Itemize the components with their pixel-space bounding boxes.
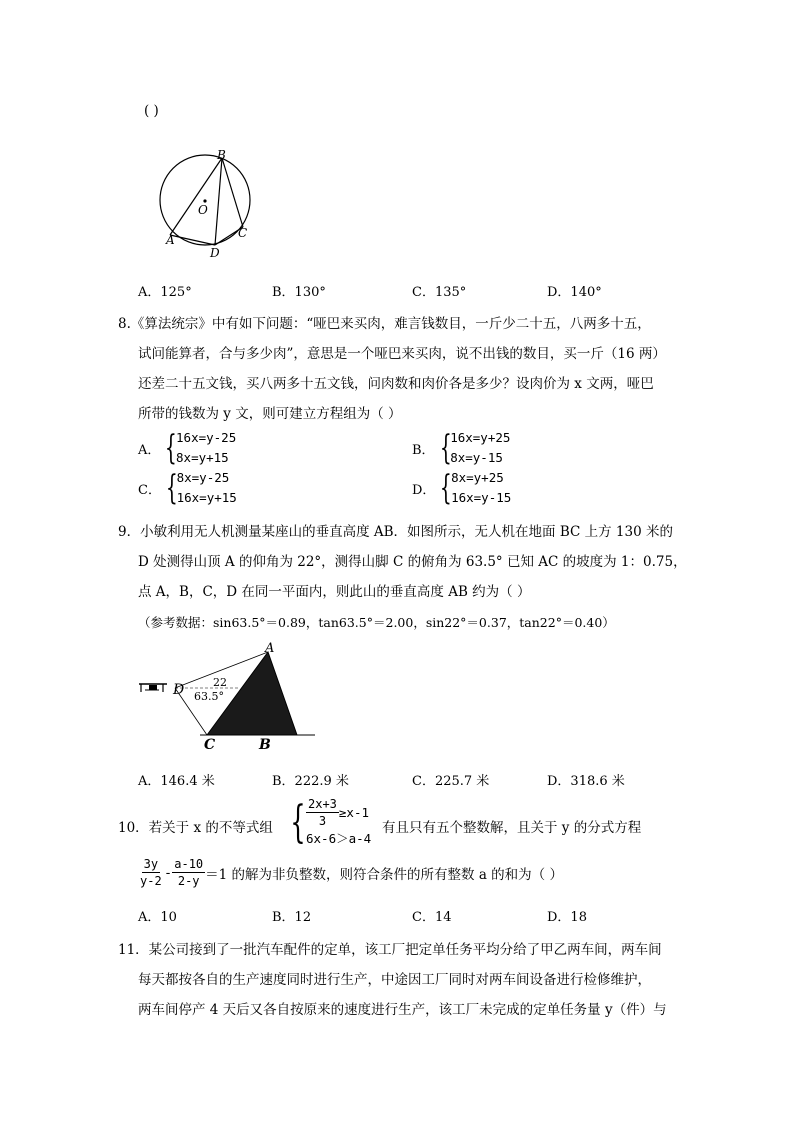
q9-reference-data: （参考数据：sin63.5°＝0.89，tan63.5°＝2.00，sin22°＝0.37，tan22°＝0.40） [138, 615, 615, 630]
q9-mountain-figure [135, 640, 325, 740]
q7-option-a: A．125° [138, 285, 192, 300]
q9-label-d: D [173, 682, 185, 698]
q10-frac2-num: a-10 [174, 857, 204, 871]
q11-line-2: 每天都按各自的生产速度同时进行生产，中途因工厂同时对两车间设备进行检修维护， [138, 972, 651, 988]
q8-option-c-letter: C． [138, 482, 161, 498]
q10-ineq1-num: 2x+3 [308, 797, 337, 811]
q9-label-angle-22: 22 [213, 676, 227, 689]
q10-option-d: D．18 [547, 910, 587, 925]
q9-option-d: D．318.6 米 [547, 774, 625, 789]
q7-option-b: B．130° [272, 285, 326, 300]
q9-line-3: 点 A，B，C，D 在同一平面内，则此山的垂直高度 AB 约为（ ） [138, 584, 531, 600]
q9-option-a: A．146.4 米 [138, 774, 215, 789]
q7-label-a: A [166, 233, 175, 247]
q8-option-c-eq2: 16x=y+15 [176, 490, 237, 505]
q8-option-b-brace: { [439, 428, 452, 468]
q8-option-b [412, 428, 510, 468]
q8-line-3: 还差二十五文钱，买八两多十五文钱，问肉数和肉价各是多少？设肉价为 x 文两，哑巴 [138, 376, 654, 392]
q7-label-b: B [217, 148, 226, 162]
q7-label-o: O [198, 203, 208, 217]
q9-label-c: C [204, 737, 216, 753]
q8-option-a-letter: A． [138, 442, 161, 458]
q10-fraction-equation: $\frac{3y}{y-2}$ - $\frac{a-10}{2-y}$ ＝1 的解为非负整数，则符合条件的所有整数 a 的和为（ ） [140, 857, 563, 888]
q10-frac1-num: 3y [143, 857, 159, 871]
q8-option-b-letter: B． [412, 442, 435, 458]
q10-option-a: A．10 [138, 910, 177, 925]
q8-option-d-letter: D． [412, 482, 436, 498]
q7-answer-paren: ( ) [144, 103, 159, 119]
q9-label-b: B [259, 737, 271, 753]
q9-line-2: D 处测得山顶 A 的仰角为 22°，测得山脚 C 的俯角为 63.5° 已知 AC 的坡度为 1：0.75， [138, 554, 687, 570]
q7-option-c: C．135° [412, 285, 467, 300]
q10-option-c: C．14 [412, 910, 452, 925]
q8-option-c-eq1: 8x=y-25 [176, 470, 230, 485]
q7-option-d: D．140° [547, 285, 602, 300]
q8-option-d [412, 468, 511, 508]
q8-option-c-brace: { [165, 468, 178, 508]
q10-tail: ＝1 的解为非负整数，则符合条件的所有整数 a 的和为（ ） [205, 866, 563, 883]
q11-line-3: 两车间停产 4 天后又各自按原来的速度进行生产，该工厂未完成的定单任务量 y（件）与 [138, 1002, 667, 1018]
q8-option-a-eq1: 16x=y-25 [176, 430, 237, 445]
q8-option-d-eq2: 16x=y-15 [451, 490, 512, 505]
q9-line-1: 9．小敏利用无人机测量某座山的垂直高度 AB．如图所示，无人机在地面 BC 上方 130 米的 [118, 524, 673, 540]
q10-condition: 有且只有五个整数解，且关于 y 的分式方程 [382, 820, 642, 836]
q9-label-angle-63-5: 63.5° [194, 690, 224, 703]
q7-label-c: C [238, 226, 248, 240]
q8-option-d-brace: { [440, 468, 453, 508]
q8-option-c [138, 468, 237, 508]
q8-option-a [138, 428, 236, 468]
q8-line-4: 所带的钱数为 y 文，则可建立方程组为（ ） [138, 406, 402, 422]
q7-label-d: D [210, 246, 220, 260]
drone-icon [139, 684, 167, 692]
q10-intro: 10．若关于 x 的不等式组 [118, 820, 273, 836]
q10-ineq1-den: 3 [318, 814, 327, 828]
q9-option-b: B．222.9 米 [272, 774, 349, 789]
q8-line-2: 试问能算者，合与多少肉”，意思是一个哑巴来买肉，说不出钱的数目，买一斤（16 两） [138, 346, 666, 362]
q11-line-1: 11．某公司接到了一批汽车配件的定单，该工厂把定单任务平均分给了甲乙两车间，两车间 [118, 942, 662, 958]
q8-option-b-eq1: 16x=y+25 [450, 430, 511, 445]
q10-brace: { [290, 796, 306, 848]
q10-option-b: B．12 [272, 910, 312, 925]
q10-inequality-system [284, 796, 371, 849]
q8-option-b-eq2: 8x=y-15 [450, 450, 503, 465]
q10-ineq1-rest: ≥x-1 [338, 804, 370, 820]
q8-option-a-eq2: 8x=y+15 [176, 450, 229, 465]
q8-line-1: 8.《算法统宗》中有如下问题：“哑巴来买肉，难言钱数目，一斤少二十五，八两多十五， [118, 316, 651, 332]
q8-option-d-eq1: 8x=y+25 [451, 470, 504, 485]
q10-ineq2: 6x-6＞a-4 [306, 831, 372, 846]
q10-frac2-den: 2-y [177, 874, 200, 888]
q9-label-a: A [265, 641, 275, 656]
q10-frac1-den: y-2 [140, 874, 162, 888]
q9-option-c: C．225.7 米 [412, 774, 490, 789]
q8-option-a-brace: { [165, 428, 178, 468]
